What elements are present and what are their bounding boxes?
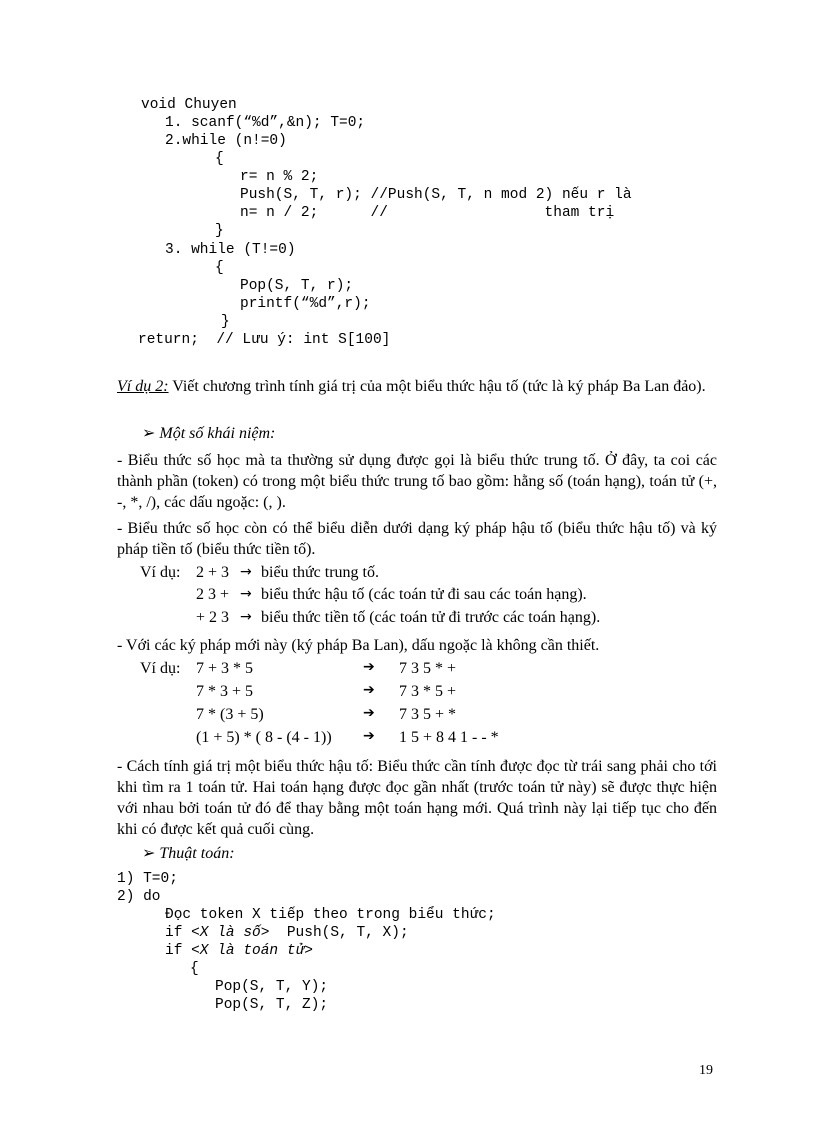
- code-line: {: [190, 961, 199, 977]
- code-line: Đọc token X tiếp theo trong biểu thức;: [165, 907, 496, 923]
- concepts-heading: [142, 423, 275, 444]
- example-label: Ví dụ:: [140, 564, 181, 581]
- right-arrow-icon: →: [240, 609, 252, 625]
- example-description: biểu thức tiền tố (các toán tử đi trước các toán hạng).: [261, 609, 601, 626]
- right-arrow-icon: ➔: [363, 705, 375, 721]
- bullet-arrow-icon: ➢: [142, 845, 156, 862]
- code-condition: <X là số>: [191, 925, 270, 941]
- code-line: {: [215, 151, 224, 167]
- postfix-expression: 1 5 + 8 4 1 - - *: [399, 729, 499, 746]
- code-line: [165, 924, 409, 942]
- code-line: }: [215, 223, 224, 239]
- paragraph: - Cách tính giá trị một biểu thức hậu tố: Biểu thức cần tính được đọc từ trái sang phải cho tới khi tìm ra 1 toán tử. Hai toán hạng được đọc gần nhất (trước toán tử này) sẽ được thực hiện với nhau bởi toán tử đó để thay bằng một toán hạng mới. Quá trình này lại tiếp tục cho đến khi có được kết quả cuối cùng.: [117, 758, 717, 838]
- infix-expression: 7 * (3 + 5): [196, 706, 264, 723]
- infix-expression: 7 * 3 + 5: [196, 683, 254, 700]
- example-expression: + 2 3: [196, 609, 230, 626]
- code-line: r= n % 2;: [240, 169, 319, 185]
- infix-expression: (1 + 5) * ( 8 - (4 - 1)): [196, 729, 332, 746]
- paragraph: - Biểu thức số học còn có thể biểu diễn dưới dạng ký pháp hậu tố (biểu thức hậu tố) và ký pháp tiền tố (biểu thức tiền tố).: [117, 520, 717, 558]
- code-line: Pop(S, T, r);: [240, 278, 354, 294]
- right-arrow-icon: →: [240, 586, 252, 602]
- example-description: biểu thức hậu tố (các toán tử đi sau các toán hạng).: [261, 586, 587, 603]
- example-label: Ví dụ:: [140, 660, 181, 677]
- code-line: 3. while (T!=0): [165, 242, 296, 258]
- example-expression: 2 3 +: [196, 586, 230, 603]
- code-line: Pop(S, T, Y);: [215, 979, 329, 995]
- algorithm-heading: [142, 843, 235, 864]
- paragraph: - Biểu thức số học mà ta thường sử dụng được gọi là biểu thức trung tố. Ở đây, ta coi các thành phần (token) có trong một biểu thức trung tố bao gồm: hằng số (toán hạng), toán tử (+, -, *, /), các dấu ngoặc: (, ).: [117, 452, 717, 511]
- example-2-label: Ví dụ 2:: [117, 378, 169, 395]
- example-expression: 2 + 3: [196, 564, 230, 581]
- concepts-heading-text: Một số khái niệm:: [159, 425, 276, 442]
- right-arrow-icon: →: [240, 564, 252, 580]
- right-arrow-icon: ➔: [363, 728, 375, 744]
- code-line: n= n / 2; // tham trị: [240, 205, 615, 221]
- code-line: return; // Lưu ý: int S[100]: [138, 332, 391, 348]
- code-line: 1) T=0;: [117, 871, 178, 887]
- right-arrow-icon: ➔: [363, 682, 375, 698]
- code-keyword: if: [165, 943, 192, 959]
- code-line: printf(“%d”,r);: [240, 296, 371, 312]
- algorithm-heading-text: Thuật toán:: [159, 845, 235, 862]
- example-2-paragraph: [117, 376, 717, 397]
- code-line: [165, 942, 313, 960]
- code-line: Push(S, T, r); //Push(S, T, n mod 2) nếu r là: [240, 187, 632, 203]
- code-statement: Push(S, T, X);: [269, 925, 409, 941]
- example-description: biểu thức trung tố.: [261, 564, 379, 581]
- code-line: 1. scanf(“%d”,&n); T=0;: [165, 115, 366, 131]
- code-condition: <X là toán tử>: [191, 943, 313, 959]
- infix-expression: 7 + 3 * 5: [196, 660, 254, 677]
- code-line: void Chuyen: [141, 97, 237, 113]
- paragraph: - Với các ký pháp mới này (ký pháp Ba Lan), dấu ngoặc là không cần thiết.: [117, 637, 600, 654]
- postfix-expression: 7 3 * 5 +: [399, 683, 457, 700]
- postfix-expression: 7 3 5 + *: [399, 706, 457, 723]
- code-line: 2.while (n!=0): [165, 133, 287, 149]
- page-number: 19: [699, 1063, 713, 1078]
- code-line: 2) do: [117, 889, 161, 905]
- code-keyword: if: [165, 925, 192, 941]
- postfix-expression: 7 3 5 * +: [399, 660, 457, 677]
- code-line: Pop(S, T, Z);: [215, 997, 329, 1013]
- code-line: {: [215, 260, 224, 276]
- code-line: }: [221, 314, 230, 330]
- bullet-arrow-icon: ➢: [142, 425, 156, 442]
- example-2-text: Viết chương trình tính giá trị của một biểu thức hậu tố (tức là ký pháp Ba Lan đảo).: [168, 378, 706, 395]
- right-arrow-icon: ➔: [363, 659, 375, 675]
